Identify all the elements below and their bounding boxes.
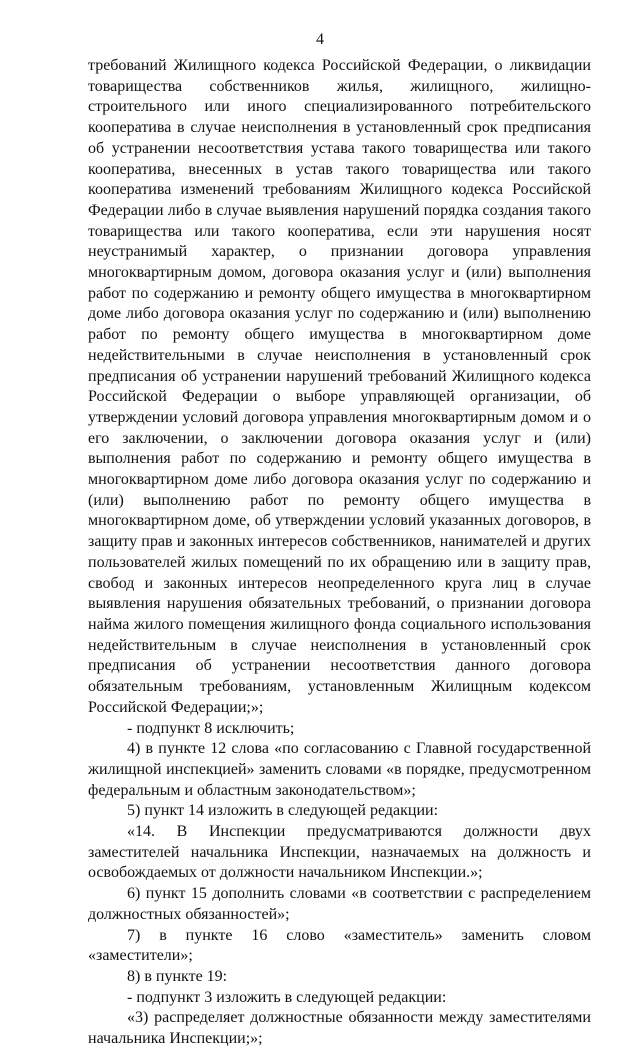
page-number: 4 xyxy=(316,31,324,48)
paragraph-subpoint-8: - подпункт 8 исключить; xyxy=(127,719,295,737)
paragraph-point-14: «14. В Инспекции предусматриваются должности двух заместителей начальника Инспекции, назначаемых на должность и освобождаемых от должности начальником Инспекции.»; xyxy=(88,823,591,882)
paragraph-item-7: 7) в пункте 16 слово «заместитель» заменить словом «заместители»; xyxy=(88,926,591,965)
paragraph-item-5: 5) пункт 14 изложить в следующей редакции: xyxy=(127,802,439,820)
paragraph-subpoint-3-text: «3) распределяет должностные обязанности между заместителями начальника Инспекции;»; xyxy=(88,1009,591,1048)
paragraph-continuation: требований Жилищного кодекса Российской Федерации, о ликвидации товарищества собственников жилья, жилищного, жилищно-строительного или иного специализированного потребительского кооператива в случае неисполнения в установленный срок предписания об устранении несоответствия устава такого товарищества или такого кооператива, внесенных в устав такого товарищества или такого кооператива изменений требованиям Жилищного кодекса Российской Федерации либо в случае выявления нарушений порядка создания такого товарищества или такого кооператива, если эти нарушения носят неустранимый характер, о признании договора управления многоквартирным домом, договора оказания услуг и (или) выполнения работ по содержанию и ремонту общего имущества в многоквартирном доме либо договора оказания услуг по содержанию и (или) выполнению работ по ремонту общего имущества в многоквартирном доме недействительными в случае неисполнения в установленный срок предписания об устранении нарушений требований Жилищного кодекса Российской Федерации о выборе управляющей организации, об утверждении условий договора управления многоквартирным домом и о его заключении, о заключении договора оказания услуг и (или) выполнения работ по содержанию и ремонту общего имущества в многоквартирном доме либо договора оказания услуг по содержанию и (или) выполнению работ по ремонту общего имущества в многоквартирном доме, об утверждении условий указанных договоров, в защиту прав и законных интересов собственников, нанимателей и других пользователей жилых помещений по их обращению или в защиту прав, свобод и законных интересов неопределенного круга лиц в случае выявления нарушения обязательных требований, о признании договора найма жилого помещения жилищного фонда социального использования недействительным в случае неисполнения в установленный срок предписания об устранении несоответствия данного договора обязательным требованиям, установленным Жилищным кодексом Российской Федерации;»; xyxy=(88,57,591,716)
paragraph-subpoint-3: - подпункт 3 изложить в следующей редакции: xyxy=(127,988,447,1006)
paragraph-item-6: 6) пункт 15 дополнить словами «в соответствии с распределением должностных обязанностей»; xyxy=(88,885,591,923)
document-body xyxy=(88,56,591,1050)
paragraph-item-8: 8) в пункте 19: xyxy=(127,967,228,985)
paragraph-item-4: 4) в пункте 12 слова «по согласованию с Главной государственной жилищной инспекцией» заменить словами «в порядке, предусмотренном федеральным и областным законодательством»; xyxy=(88,740,591,799)
